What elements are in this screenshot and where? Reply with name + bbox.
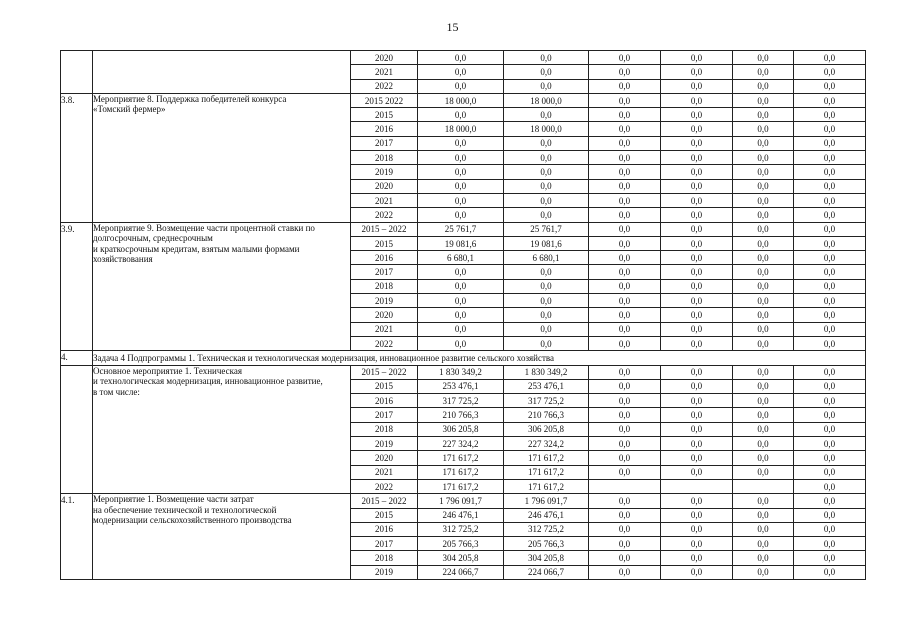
value-cell: 0,0	[504, 308, 589, 322]
value-cell: 0,0	[794, 222, 866, 236]
value-cell: 0,0	[504, 193, 589, 207]
year-cell: 2016	[351, 122, 418, 136]
value-cell	[589, 479, 661, 493]
value-cell: 0,0	[794, 65, 866, 79]
value-cell: 0,0	[794, 565, 866, 579]
year-cell: 2022	[351, 79, 418, 93]
measure-name	[93, 494, 351, 580]
value-cell: 0,0	[794, 451, 866, 465]
year-cell: 2015 – 2022	[351, 494, 418, 508]
value-cell: 0,0	[794, 236, 866, 250]
value-cell: 0,0	[589, 394, 661, 408]
value-cell: 0,0	[504, 265, 589, 279]
measure-name-line: Мероприятие 1. Возмещение части затрат	[93, 494, 254, 505]
value-cell: 0,0	[661, 193, 733, 207]
value-cell: 0,0	[733, 108, 794, 122]
value-cell: 1 830 349,2	[504, 365, 589, 379]
year-cell: 2022	[351, 336, 418, 350]
value-cell: 6 680,1	[504, 251, 589, 265]
value-cell: 0,0	[794, 151, 866, 165]
value-cell: 0,0	[418, 79, 504, 93]
value-cell: 0,0	[661, 136, 733, 150]
value-cell: 1 796 091,7	[418, 494, 504, 508]
value-cell: 0,0	[794, 365, 866, 379]
value-cell: 0,0	[589, 408, 661, 422]
year-cell: 2015	[351, 508, 418, 522]
measure-name-line: Основное мероприятие 1. Техническая	[93, 365, 242, 376]
value-cell: 0,0	[733, 165, 794, 179]
value-cell: 0,0	[661, 179, 733, 193]
year-cell: 2016	[351, 394, 418, 408]
value-cell: 304 205,8	[418, 551, 504, 565]
table-row	[61, 51, 866, 65]
value-cell: 0,0	[733, 336, 794, 350]
value-cell: 0,0	[661, 508, 733, 522]
value-cell: 0,0	[418, 336, 504, 350]
value-cell: 0,0	[661, 565, 733, 579]
value-cell: 312 725,2	[418, 522, 504, 536]
year-cell: 2017	[351, 136, 418, 150]
value-cell: 0,0	[589, 93, 661, 107]
value-cell: 0,0	[418, 322, 504, 336]
page-number: 15	[446, 20, 459, 34]
value-cell: 0,0	[589, 236, 661, 250]
measure-name-line: на обеспечение технической и технологической	[93, 504, 277, 515]
value-cell: 0,0	[589, 508, 661, 522]
value-cell: 0,0	[733, 451, 794, 465]
year-cell: 2016	[351, 251, 418, 265]
value-cell: 0,0	[733, 422, 794, 436]
value-cell: 0,0	[794, 136, 866, 150]
value-cell: 0,0	[589, 79, 661, 93]
measure-name-line: долгосрочным, среднесрочным	[93, 233, 213, 244]
value-cell: 0,0	[661, 465, 733, 479]
measure-name-line: и краткосрочным кредитам, взятым малыми формами	[93, 243, 300, 254]
value-cell: 0,0	[733, 465, 794, 479]
value-cell: 0,0	[418, 308, 504, 322]
value-cell: 0,0	[661, 537, 733, 551]
funding-table	[60, 50, 866, 580]
value-cell: 210 766,3	[504, 408, 589, 422]
year-cell: 2015	[351, 236, 418, 250]
value-cell: 0,0	[589, 65, 661, 79]
value-cell: 0,0	[733, 408, 794, 422]
value-cell: 205 766,3	[418, 537, 504, 551]
year-cell: 2021	[351, 65, 418, 79]
value-cell: 0,0	[661, 93, 733, 107]
value-cell: 0,0	[794, 79, 866, 93]
value-cell: 0,0	[661, 437, 733, 451]
year-cell: 2015	[351, 379, 418, 393]
value-cell: 0,0	[504, 136, 589, 150]
value-cell: 0,0	[589, 222, 661, 236]
year-cell: 2018	[351, 279, 418, 293]
table-row	[61, 365, 866, 379]
value-cell: 0,0	[418, 151, 504, 165]
year-cell: 2022	[351, 208, 418, 222]
year-cell: 2015 2022	[351, 93, 418, 107]
year-cell: 2020	[351, 179, 418, 193]
value-cell: 0,0	[661, 65, 733, 79]
value-cell: 0,0	[733, 365, 794, 379]
row-number	[61, 51, 93, 94]
value-cell: 0,0	[733, 322, 794, 336]
year-cell: 2017	[351, 408, 418, 422]
year-cell: 2021	[351, 193, 418, 207]
year-cell: 2020	[351, 308, 418, 322]
value-cell: 0,0	[589, 51, 661, 65]
value-cell: 253 476,1	[504, 379, 589, 393]
value-cell: 0,0	[794, 108, 866, 122]
value-cell: 0,0	[589, 465, 661, 479]
value-cell: 0,0	[794, 265, 866, 279]
year-cell: 2016	[351, 522, 418, 536]
value-cell: 0,0	[589, 179, 661, 193]
row-number: 4.	[61, 351, 93, 365]
value-cell: 0,0	[418, 108, 504, 122]
value-cell: 0,0	[794, 165, 866, 179]
value-cell	[661, 479, 733, 493]
measure-name-line: модернизации сельскохозяйственного производства	[93, 515, 292, 526]
year-cell: 2022	[351, 479, 418, 493]
value-cell: 0,0	[794, 465, 866, 479]
measure-name-line: в том числе:	[93, 386, 140, 397]
year-cell: 2018	[351, 422, 418, 436]
value-cell: 312 725,2	[504, 522, 589, 536]
value-cell: 0,0	[504, 165, 589, 179]
table-row	[61, 93, 866, 107]
value-cell: 0,0	[794, 479, 866, 493]
value-cell: 0,0	[589, 108, 661, 122]
value-cell: 0,0	[733, 551, 794, 565]
year-cell: 2018	[351, 151, 418, 165]
value-cell: 0,0	[661, 165, 733, 179]
value-cell: 0,0	[661, 108, 733, 122]
value-cell: 0,0	[733, 279, 794, 293]
year-cell: 2020	[351, 51, 418, 65]
year-cell: 2015 – 2022	[351, 365, 418, 379]
value-cell: 317 725,2	[418, 394, 504, 408]
value-cell: 0,0	[794, 294, 866, 308]
value-cell: 0,0	[733, 394, 794, 408]
value-cell: 0,0	[589, 551, 661, 565]
value-cell: 0,0	[794, 251, 866, 265]
row-number: 3.9.	[61, 222, 93, 351]
value-cell: 0,0	[504, 51, 589, 65]
value-cell: 0,0	[661, 308, 733, 322]
value-cell: 0,0	[504, 294, 589, 308]
value-cell: 0,0	[661, 222, 733, 236]
value-cell: 0,0	[733, 136, 794, 150]
value-cell: 0,0	[661, 294, 733, 308]
value-cell: 0,0	[794, 422, 866, 436]
value-cell: 6 680,1	[418, 251, 504, 265]
value-cell: 171 617,2	[418, 479, 504, 493]
value-cell: 0,0	[733, 522, 794, 536]
value-cell: 0,0	[589, 308, 661, 322]
task-title: Задача 4 Подпрограммы 1. Техническая и технологическая модернизация, инновационное развитие сельского хозяйства	[93, 351, 866, 365]
value-cell: 0,0	[661, 408, 733, 422]
row-number	[61, 365, 93, 494]
value-cell: 0,0	[733, 151, 794, 165]
value-cell: 171 617,2	[418, 451, 504, 465]
value-cell: 0,0	[661, 151, 733, 165]
value-cell: 0,0	[504, 279, 589, 293]
value-cell: 18 000,0	[418, 122, 504, 136]
value-cell: 0,0	[794, 122, 866, 136]
value-cell: 0,0	[733, 93, 794, 107]
value-cell: 0,0	[661, 451, 733, 465]
value-cell: 0,0	[661, 551, 733, 565]
value-cell: 0,0	[418, 294, 504, 308]
value-cell: 306 205,8	[418, 422, 504, 436]
value-cell: 0,0	[794, 379, 866, 393]
value-cell: 0,0	[589, 279, 661, 293]
value-cell: 0,0	[504, 151, 589, 165]
value-cell: 0,0	[794, 494, 866, 508]
value-cell: 0,0	[504, 108, 589, 122]
value-cell: 25 761,7	[504, 222, 589, 236]
value-cell: 0,0	[733, 65, 794, 79]
value-cell: 0,0	[661, 336, 733, 350]
value-cell: 0,0	[661, 79, 733, 93]
table-row	[61, 222, 866, 236]
value-cell: 306 205,8	[504, 422, 589, 436]
year-cell: 2017	[351, 537, 418, 551]
value-cell: 0,0	[794, 51, 866, 65]
value-cell: 0,0	[661, 494, 733, 508]
measure-name-line: Мероприятие 8. Поддержка победителей конкурса	[93, 93, 287, 104]
value-cell: 0,0	[733, 379, 794, 393]
value-cell: 0,0	[418, 136, 504, 150]
value-cell: 1 796 091,7	[504, 494, 589, 508]
value-cell: 18 000,0	[504, 93, 589, 107]
value-cell: 0,0	[589, 379, 661, 393]
value-cell: 0,0	[661, 394, 733, 408]
value-cell: 19 081,6	[504, 236, 589, 250]
value-cell: 0,0	[794, 93, 866, 107]
value-cell: 0,0	[661, 422, 733, 436]
value-cell: 0,0	[504, 179, 589, 193]
year-cell: 2015 – 2022	[351, 222, 418, 236]
value-cell: 0,0	[589, 165, 661, 179]
value-cell: 0,0	[661, 236, 733, 250]
year-cell: 2017	[351, 265, 418, 279]
value-cell: 0,0	[794, 522, 866, 536]
value-cell: 0,0	[733, 122, 794, 136]
value-cell: 171 617,2	[504, 451, 589, 465]
value-cell: 0,0	[589, 451, 661, 465]
value-cell: 0,0	[589, 136, 661, 150]
year-cell: 2018	[351, 551, 418, 565]
year-cell: 2015	[351, 108, 418, 122]
value-cell: 0,0	[504, 208, 589, 222]
value-cell: 0,0	[418, 279, 504, 293]
value-cell: 227 324,2	[418, 437, 504, 451]
year-cell: 2019	[351, 294, 418, 308]
value-cell: 0,0	[661, 251, 733, 265]
measure-name	[93, 93, 351, 222]
value-cell: 0,0	[733, 236, 794, 250]
value-cell: 0,0	[733, 222, 794, 236]
table-row	[61, 494, 866, 508]
value-cell: 0,0	[794, 394, 866, 408]
value-cell: 0,0	[661, 265, 733, 279]
value-cell: 205 766,3	[504, 537, 589, 551]
measure-name-line: «Томский фермер»	[93, 104, 166, 115]
value-cell: 0,0	[733, 494, 794, 508]
value-cell: 0,0	[661, 208, 733, 222]
year-cell: 2019	[351, 565, 418, 579]
value-cell: 0,0	[589, 494, 661, 508]
value-cell: 0,0	[733, 179, 794, 193]
value-cell: 227 324,2	[504, 437, 589, 451]
value-cell: 0,0	[589, 151, 661, 165]
value-cell: 0,0	[661, 522, 733, 536]
value-cell: 0,0	[661, 365, 733, 379]
value-cell: 0,0	[733, 265, 794, 279]
value-cell: 0,0	[589, 422, 661, 436]
value-cell: 0,0	[418, 65, 504, 79]
value-cell: 0,0	[794, 322, 866, 336]
measure-name	[93, 51, 351, 94]
value-cell: 0,0	[733, 537, 794, 551]
value-cell: 0,0	[733, 437, 794, 451]
value-cell: 0,0	[794, 179, 866, 193]
value-cell: 0,0	[661, 279, 733, 293]
measure-name-line: Мероприятие 9. Возмещение части процентной ставки по	[93, 222, 315, 233]
value-cell: 19 081,6	[418, 236, 504, 250]
value-cell: 25 761,7	[418, 222, 504, 236]
value-cell: 0,0	[733, 565, 794, 579]
value-cell: 0,0	[589, 336, 661, 350]
value-cell: 0,0	[794, 308, 866, 322]
value-cell: 0,0	[733, 79, 794, 93]
measure-name-line: хозяйствования	[93, 254, 153, 265]
value-cell: 253 476,1	[418, 379, 504, 393]
measure-name	[93, 222, 351, 351]
value-cell: 0,0	[589, 365, 661, 379]
value-cell: 0,0	[794, 537, 866, 551]
row-number: 4.1.	[61, 494, 93, 580]
value-cell: 0,0	[733, 508, 794, 522]
value-cell: 210 766,3	[418, 408, 504, 422]
value-cell: 0,0	[733, 294, 794, 308]
value-cell: 0,0	[589, 193, 661, 207]
year-cell: 2019	[351, 437, 418, 451]
value-cell: 0,0	[504, 65, 589, 79]
value-cell: 0,0	[589, 565, 661, 579]
value-cell: 224 066,7	[418, 565, 504, 579]
year-cell: 2020	[351, 451, 418, 465]
value-cell: 0,0	[794, 551, 866, 565]
value-cell: 171 617,2	[504, 465, 589, 479]
value-cell: 18 000,0	[418, 93, 504, 107]
value-cell: 0,0	[661, 51, 733, 65]
value-cell: 0,0	[589, 251, 661, 265]
value-cell: 0,0	[733, 308, 794, 322]
value-cell: 0,0	[589, 522, 661, 536]
value-cell: 246 476,1	[504, 508, 589, 522]
value-cell: 0,0	[661, 379, 733, 393]
value-cell: 0,0	[589, 437, 661, 451]
value-cell: 0,0	[794, 437, 866, 451]
value-cell: 0,0	[418, 208, 504, 222]
value-cell: 0,0	[418, 179, 504, 193]
value-cell: 0,0	[794, 336, 866, 350]
value-cell: 171 617,2	[504, 479, 589, 493]
value-cell: 0,0	[733, 251, 794, 265]
value-cell: 0,0	[794, 208, 866, 222]
value-cell: 0,0	[661, 322, 733, 336]
value-cell: 0,0	[794, 408, 866, 422]
measure-name	[93, 365, 351, 494]
value-cell: 0,0	[504, 336, 589, 350]
year-cell: 2019	[351, 165, 418, 179]
value-cell: 0,0	[794, 279, 866, 293]
value-cell: 0,0	[418, 165, 504, 179]
value-cell: 1 830 349,2	[418, 365, 504, 379]
measure-name-line: и технологическая модернизация, инновационное развитие,	[93, 376, 323, 387]
value-cell: 0,0	[733, 208, 794, 222]
value-cell: 317 725,2	[504, 394, 589, 408]
value-cell: 0,0	[589, 294, 661, 308]
value-cell: 246 476,1	[418, 508, 504, 522]
value-cell: 0,0	[504, 79, 589, 93]
value-cell: 0,0	[794, 193, 866, 207]
value-cell: 0,0	[589, 537, 661, 551]
value-cell: 304 205,8	[504, 551, 589, 565]
value-cell: 0,0	[661, 122, 733, 136]
row-number: 3.8.	[61, 93, 93, 222]
table-body	[61, 51, 866, 580]
value-cell: 0,0	[418, 193, 504, 207]
value-cell: 0,0	[733, 193, 794, 207]
value-cell: 0,0	[504, 322, 589, 336]
value-cell: 0,0	[794, 508, 866, 522]
year-cell: 2021	[351, 465, 418, 479]
value-cell: 18 000,0	[504, 122, 589, 136]
value-cell: 224 066,7	[504, 565, 589, 579]
value-cell: 171 617,2	[418, 465, 504, 479]
value-cell: 0,0	[589, 122, 661, 136]
year-cell: 2021	[351, 322, 418, 336]
value-cell: 0,0	[589, 265, 661, 279]
value-cell: 0,0	[418, 265, 504, 279]
value-cell: 0,0	[589, 208, 661, 222]
value-cell: 0,0	[589, 322, 661, 336]
value-cell	[733, 479, 794, 493]
value-cell: 0,0	[418, 51, 504, 65]
value-cell: 0,0	[733, 51, 794, 65]
task-row	[61, 351, 866, 365]
